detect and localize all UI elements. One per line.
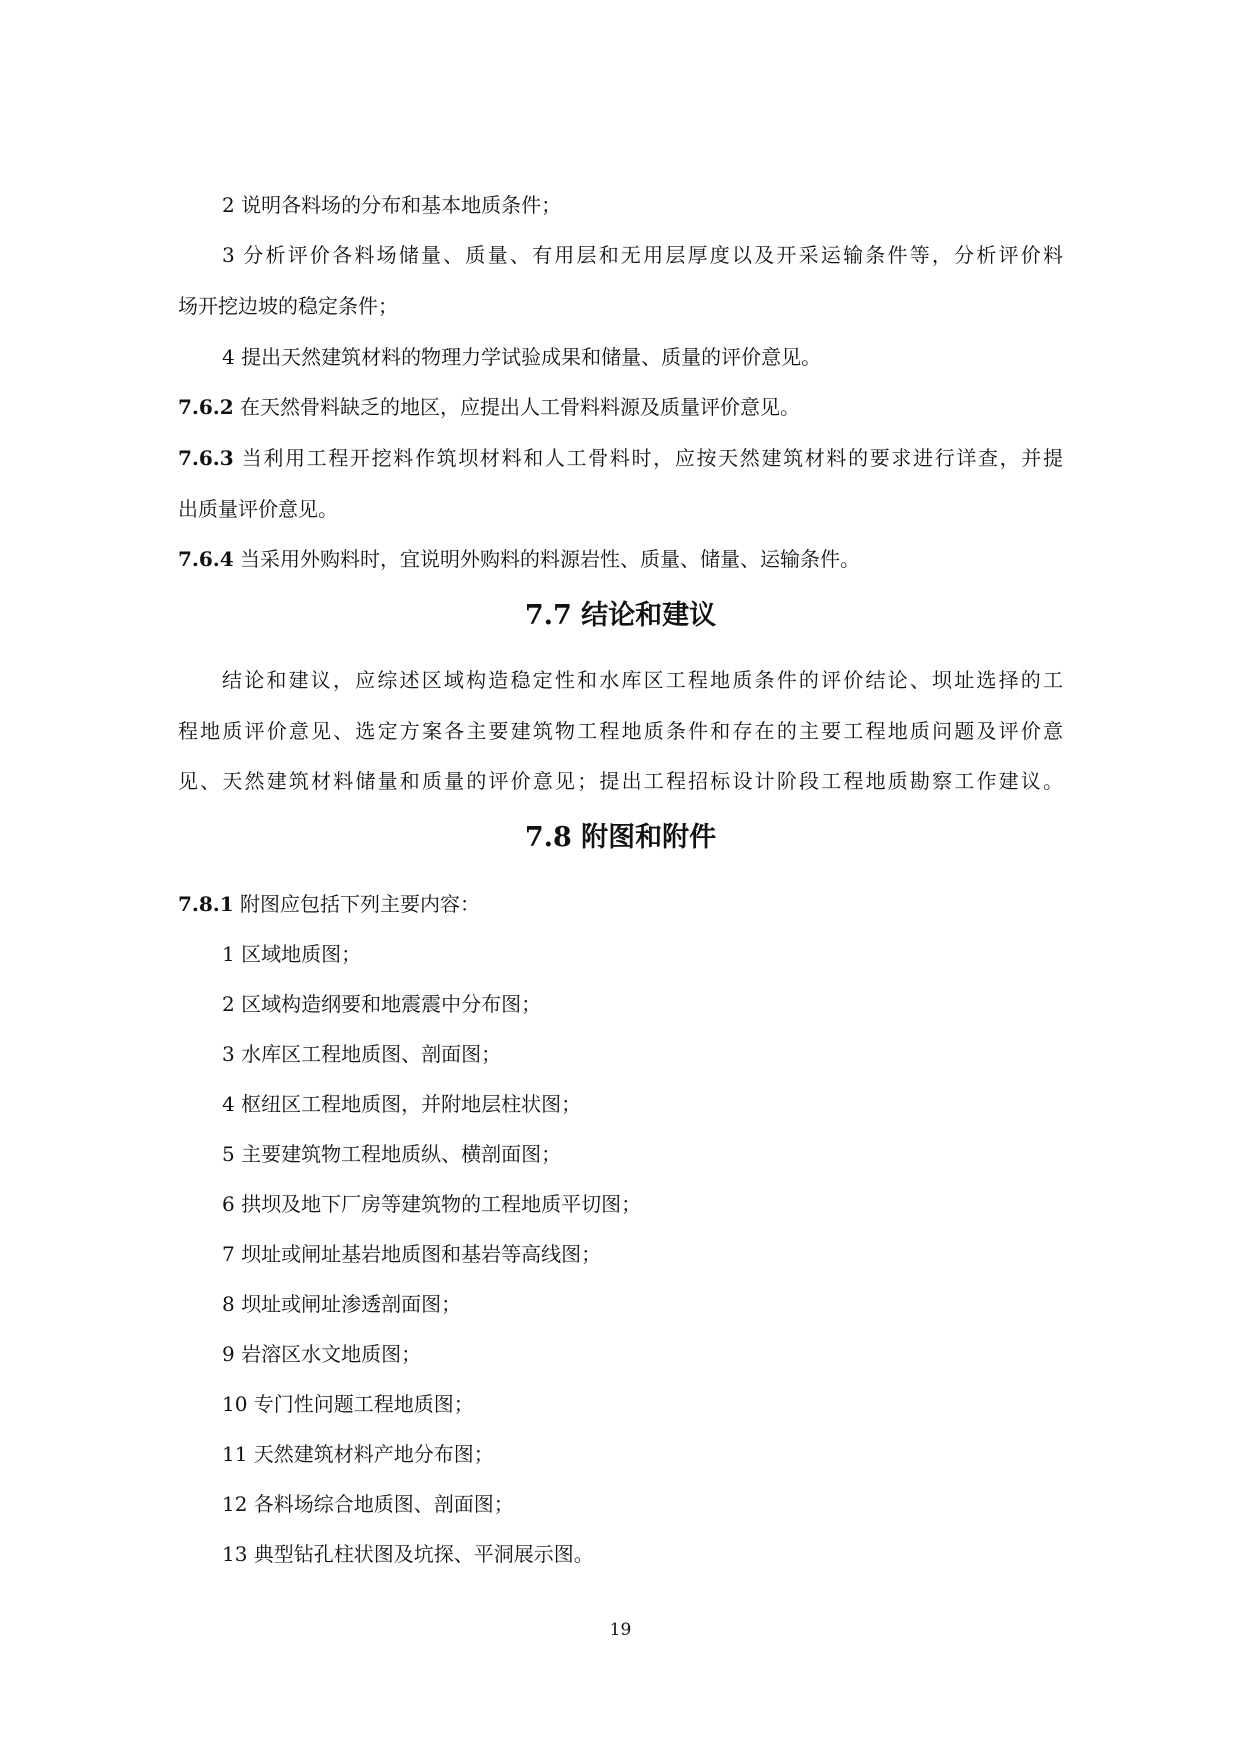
section-heading-7-7: 7.7 结论和建议 (524, 600, 717, 631)
list-item: 9 岩溶区水文地质图； (222, 1342, 422, 1366)
clause-7-6-3-line1 (178, 445, 1063, 471)
list-item: 6 拱坝及地下厂房等建筑物的工程地质平切图； (222, 1192, 642, 1216)
clause-7-8-1 (178, 891, 480, 917)
clause-7-6-2-number: 7.6.2 (178, 395, 234, 419)
paragraph-7-7-line1: 结论和建议，应综述区域构造稳定性和水库区工程地质条件的评价结论、坝址选择的工 (222, 668, 1063, 692)
clause-7-6-3-text: 当利用工程开挖料作筑坝材料和人工骨料时，应按天然建筑材料的要求进行详查，并提 (233, 446, 1063, 470)
list-item-7-6-1-3-line1: 3 分析评价各料场储量、质量、有用层和无用层厚度以及开采运输条件等，分析评价料 (222, 243, 1063, 267)
list-item: 1 区域地质图； (222, 942, 362, 966)
paragraph-7-7-line3: 见、天然建筑材料储量和质量的评价意见；提出工程招标设计阶段工程地质勘察工作建议。 (178, 769, 1063, 793)
list-item-7-6-1-4: 4 提出天然建筑材料的物理力学试验成果和储量、质量的评价意见。 (222, 345, 822, 369)
list-item-7-6-1-2: 2 说明各料场的分布和基本地质条件； (222, 193, 562, 217)
list-item: 7 坝址或闸址基岩地质图和基岩等高线图； (222, 1242, 602, 1266)
clause-7-6-4-number: 7.6.4 (178, 547, 234, 571)
list-item: 8 坝址或闸址渗透剖面图； (222, 1292, 462, 1316)
list-item: 4 枢纽区工程地质图，并附地层柱状图； (222, 1092, 582, 1116)
clause-7-6-4 (178, 546, 860, 572)
clause-7-6-2 (178, 394, 800, 420)
list-item: 12 各料场综合地质图、剖面图； (222, 1492, 514, 1516)
clause-7-6-2-text: 在天然骨料缺乏的地区，应提出人工骨料料源及质量评价意见。 (233, 395, 801, 419)
section-heading-7-8: 7.8 附图和附件 (524, 822, 717, 853)
list-item-7-6-1-3-line2: 场开挖边坡的稳定条件； (178, 294, 398, 318)
list-item: 13 典型钻孔柱状图及坑探、平洞展示图。 (222, 1542, 594, 1566)
list-item: 2 区域构造纲要和地震震中分布图； (222, 992, 542, 1016)
list-item: 5 主要建筑物工程地质纵、横剖面图； (222, 1142, 562, 1166)
page-number: 19 (609, 1620, 632, 1640)
clause-7-6-3-line2: 出质量评价意见。 (178, 497, 338, 521)
clause-7-6-4-text: 当采用外购料时，宜说明外购料的料源岩性、质量、储量、运输条件。 (233, 547, 861, 571)
clause-7-6-3-number: 7.6.3 (178, 446, 234, 470)
list-item: 3 水库区工程地质图、剖面图； (222, 1042, 502, 1066)
clause-7-8-1-number: 7.8.1 (178, 892, 234, 916)
list-item: 11 天然建筑材料产地分布图； (222, 1442, 494, 1466)
paragraph-7-7-line2: 程地质评价意见、选定方案各主要建筑物工程地质条件和存在的主要工程地质问题及评价意 (178, 719, 1063, 743)
clause-7-8-1-text: 附图应包括下列主要内容： (233, 892, 481, 916)
list-item: 10 专门性问题工程地质图； (222, 1392, 474, 1416)
